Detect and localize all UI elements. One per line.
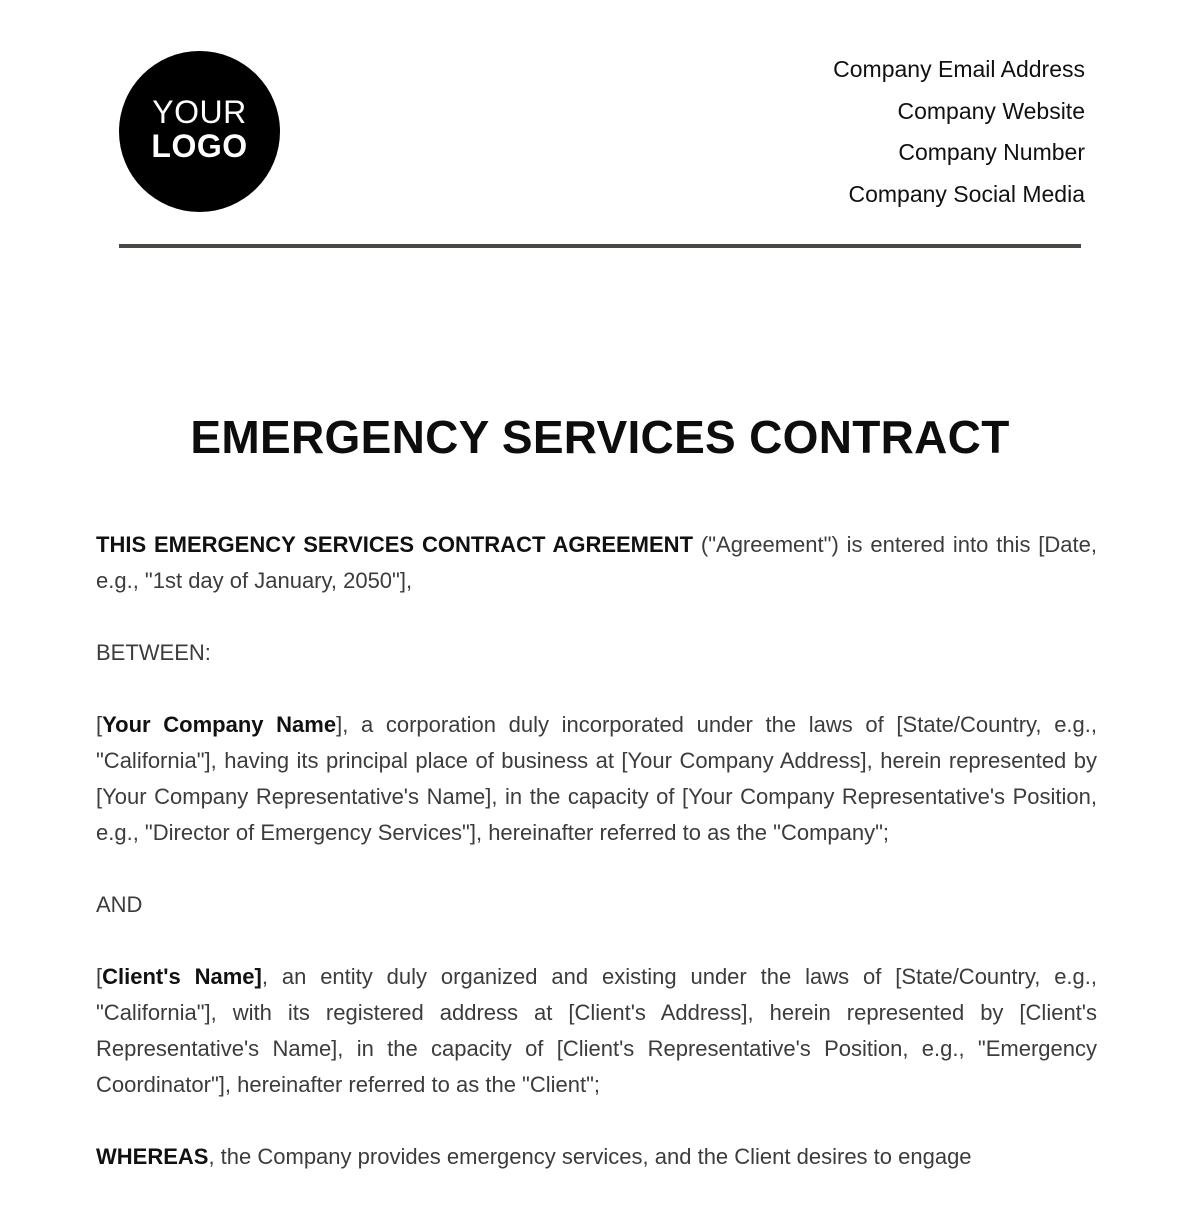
client-name-bold: Client's Name] (102, 964, 262, 989)
company-email: Company Email Address (833, 56, 1085, 82)
and-label: AND (96, 892, 143, 917)
intro-bold: THIS EMERGENCY SERVICES CONTRACT AGREEMENT (96, 532, 694, 557)
client-party-paragraph (96, 959, 1097, 1103)
company-name-bold: Your Company Name (102, 712, 337, 737)
header-divider (119, 244, 1081, 248)
whereas-bold: WHEREAS (96, 1144, 209, 1169)
intro-paragraph (96, 527, 1097, 599)
company-contact-block (833, 52, 1085, 218)
logo-text-your: YOUR (152, 93, 247, 130)
company-party-open: [ (96, 712, 103, 737)
company-party-paragraph (96, 707, 1097, 851)
intro-text: ("Agreement") is entered into this [Date, e.g., "1st day of January, 2050"], (96, 532, 1097, 593)
company-party-text: ], a corporation duly incorporated under the laws of [State/Country, e.g., "California"], having its principal place of business at [Your Company Address], herein represented by [Your Company Representative's Name], in the capacity of [Your Company Representative's Position, e.g., "Director of Emergency Services"], hereinafter referred to as the "Company"; (96, 712, 1098, 845)
between-label: BETWEEN: (96, 640, 211, 665)
whereas-paragraph (96, 1139, 1097, 1175)
company-number: Company Number (898, 139, 1085, 165)
client-party-text: , an entity duly organized and existing under the laws of [State/Country, e.g., "California"], with its registered address at [Client's Address], herein represented by [Client's Representative's Name], in the capacity of [Client's Representative's Position, e.g., "Emergency Coordinator"], hereinafter referred to as the "Client"; (96, 964, 1098, 1097)
contract-body (96, 527, 1097, 1211)
company-social-media: Company Social Media (848, 180, 1085, 207)
client-party-open: [ (96, 964, 103, 989)
company-website: Company Website (897, 97, 1085, 124)
company-logo (119, 51, 280, 212)
whereas-text: , the Company provides emergency services, and the Client desires to engage (208, 1144, 972, 1169)
document-title: EMERGENCY SERVICES CONTRACT (190, 411, 1010, 463)
logo-text-logo: LOGO (151, 127, 248, 164)
